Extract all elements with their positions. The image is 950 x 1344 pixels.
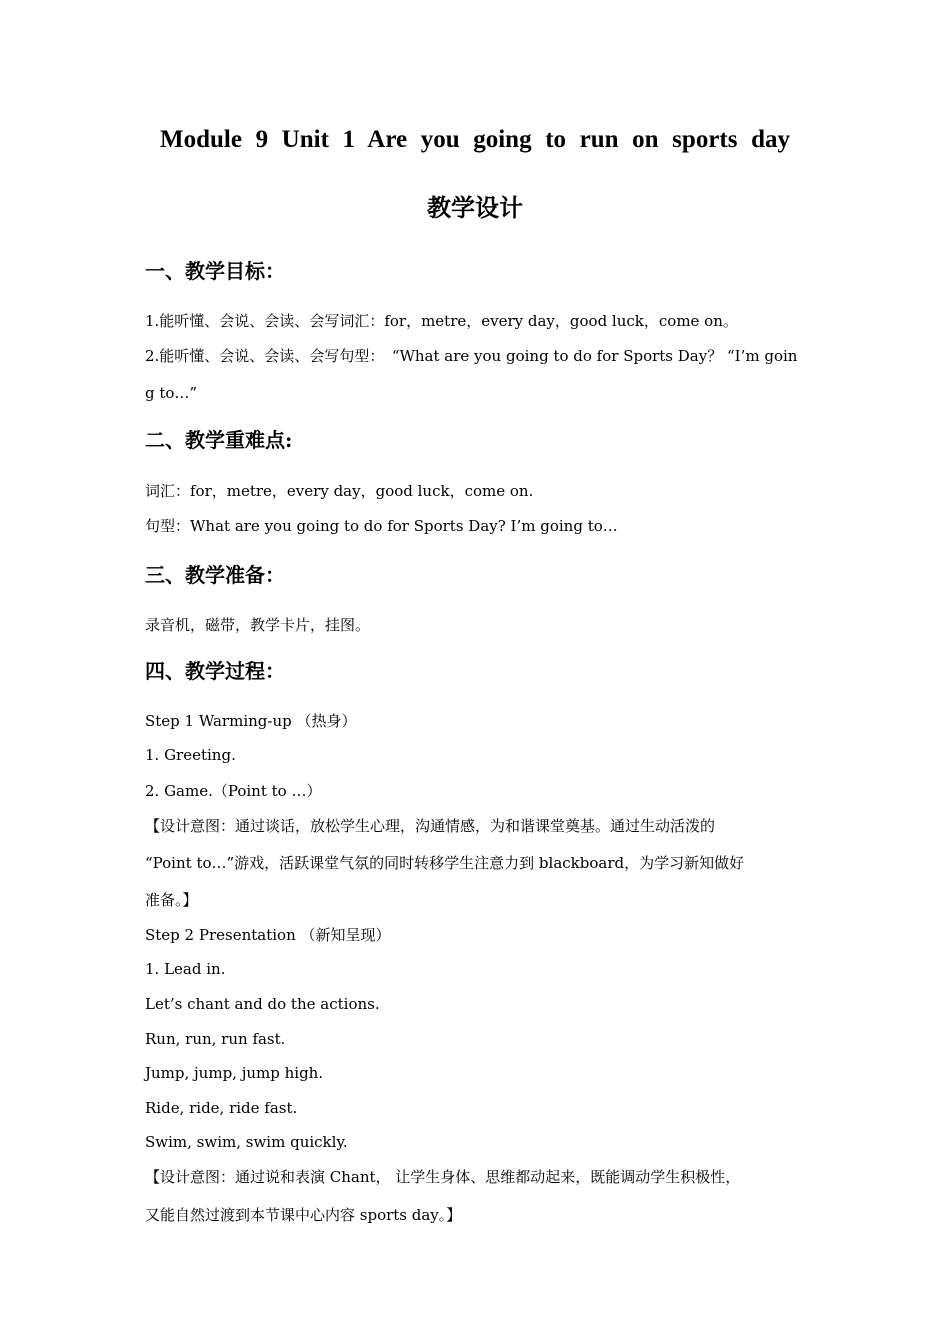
process-line: 2. Game.（Point to …）	[145, 782, 322, 800]
key-points-line-1: 词汇：for，metre，every day，good luck，come on.	[145, 482, 534, 500]
section-heading-goals: 一、教学目标：	[145, 259, 285, 283]
goals-line-2: 2.能听懂、会说、会读、会写句型： “What are you going to do for Sports Day？ “I’m goin	[145, 347, 798, 365]
process-line: 1. Greeting.	[145, 746, 236, 764]
key-points-line-2: 句型：What are you going to do for Sports Day? I’m going to…	[145, 517, 618, 535]
process-line: Let’s chant and do the actions.	[145, 995, 380, 1013]
goals-line-1: 1.能听懂、会说、会读、会写词汇：for，metre，every day，good luck，come on。	[145, 312, 738, 330]
process-line: 又能自然过渡到本节课中心内容 sports day。】	[145, 1206, 462, 1224]
preparation-line-1: 录音机，磁带，教学卡片，挂图。	[145, 616, 371, 634]
process-line: Swim, swim, swim quickly.	[145, 1133, 348, 1151]
process-line: 准备。】	[145, 891, 198, 909]
section-heading-key-points: 二、教学重难点:	[145, 428, 293, 452]
process-line: Step 1 Warming-up （热身）	[145, 712, 357, 730]
process-line: Step 2 Presentation （新知呈现）	[145, 926, 391, 944]
process-line: Run, run, run fast.	[145, 1030, 286, 1048]
section-heading-process: 四、教学过程：	[145, 659, 285, 683]
process-line: Jump, jump, jump high.	[145, 1064, 324, 1082]
process-line: 1. Lead in.	[145, 960, 226, 978]
goals-line-3: g to…”	[145, 384, 198, 402]
document-title: Module 9 Unit 1 Are you going to run on sports day	[160, 126, 790, 153]
process-line: 【设计意图：通过谈话，放松学生心理，沟通情感，为和谐课堂奠基。通过生动活泼的	[145, 817, 716, 835]
process-line: 【设计意图：通过说和表演 Chant， 让学生身体、思维都动起来，既能调动学生积极性，	[145, 1168, 741, 1186]
section-heading-preparation: 三、教学准备：	[145, 563, 285, 587]
process-line: “Point to…”游戏，活跃课堂气氛的同时转移学生注意力到 blackboard，为学习新知做好	[145, 854, 745, 872]
process-line: Ride, ride, ride fast.	[145, 1099, 298, 1117]
document-subtitle: 教学设计	[427, 193, 523, 222]
